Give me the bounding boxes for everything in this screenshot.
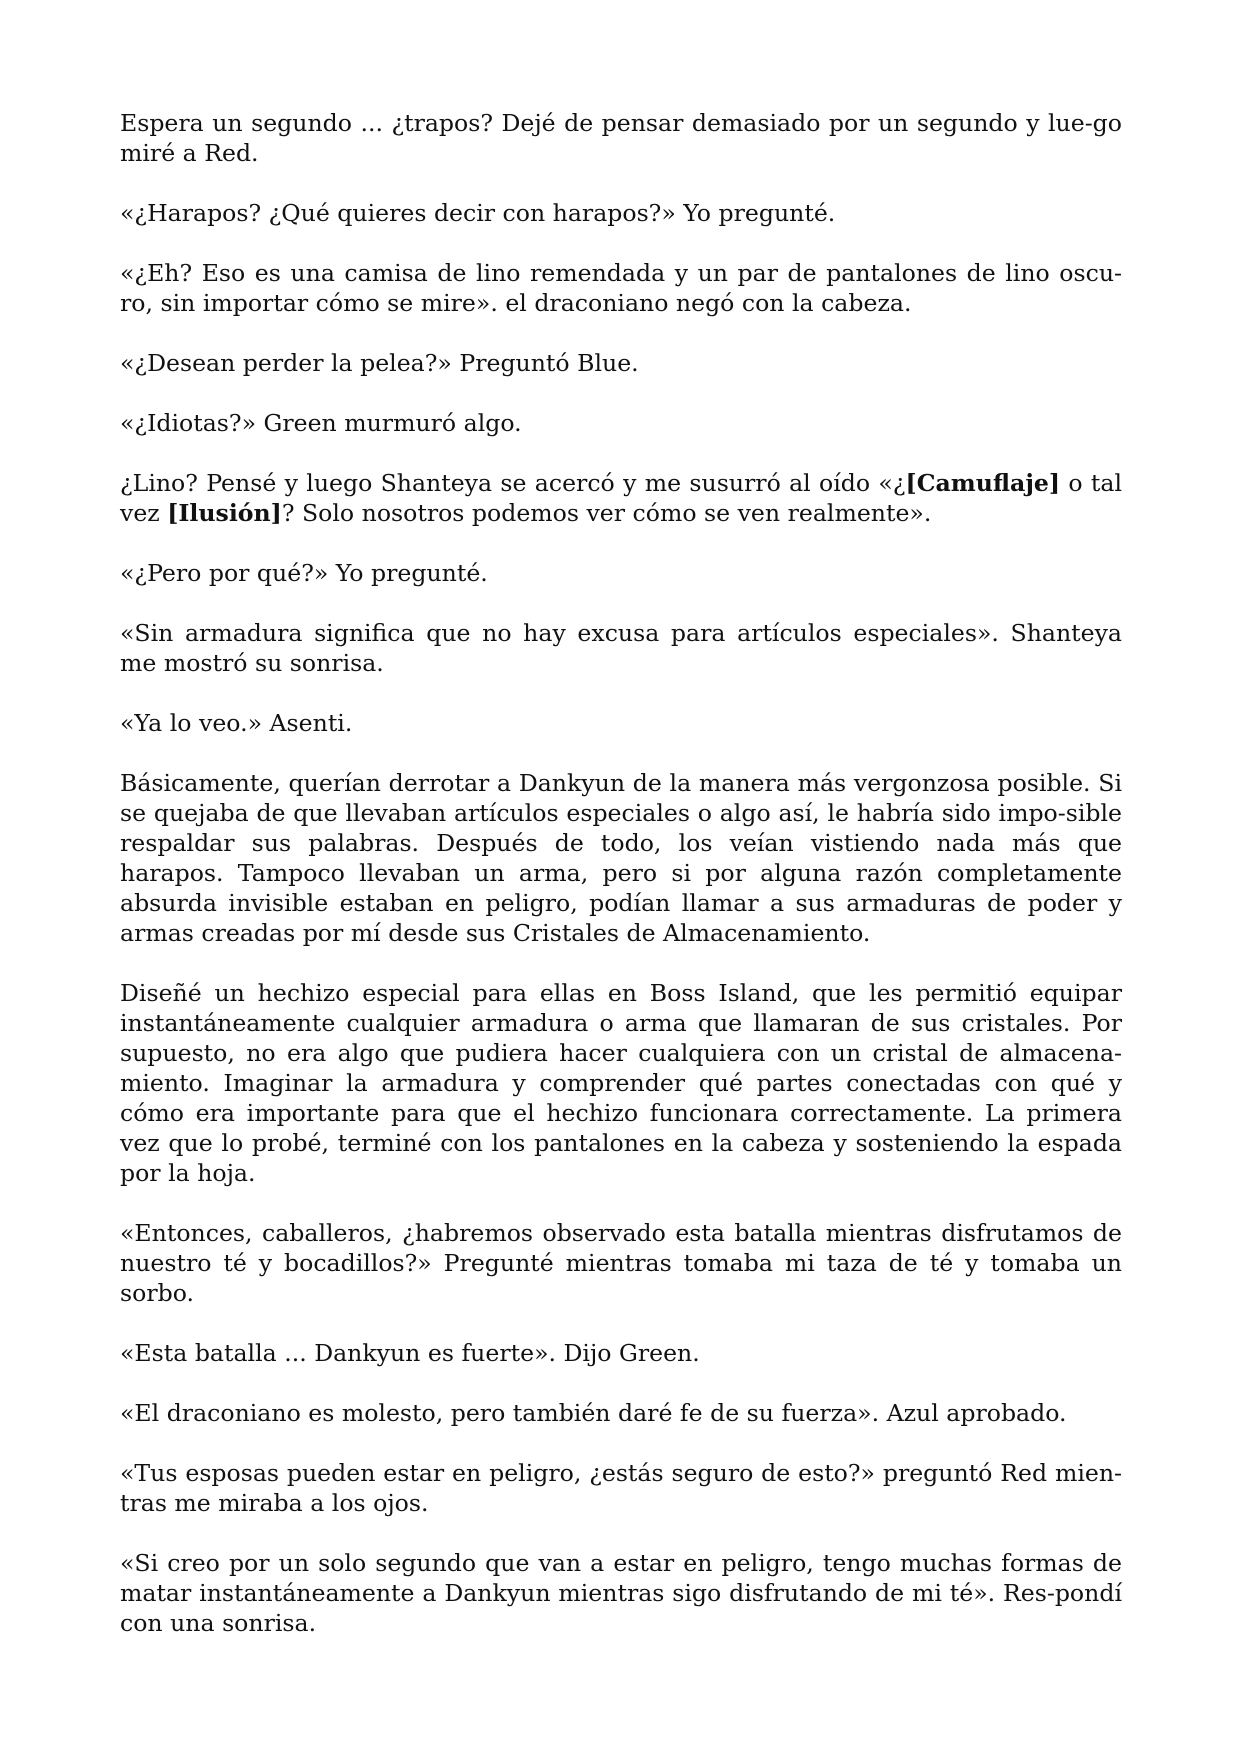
paragraph-6-text-a: ¿Lino? Pensé y luego Shanteya se acercó y me susurró al oído «¿ — [120, 469, 906, 497]
paragraph-6-text-b: o tal vez — [120, 469, 1122, 527]
paragraph-7: «¿Pero por qué?» Yo pregunté. — [120, 559, 488, 587]
paragraph-1: Espera un segundo ... ¿trapos? Dejé de pensar demasiado por un segundo y lue-go miré a Red. — [120, 109, 1122, 167]
ilusion-term: [Ilusión] — [167, 499, 282, 527]
paragraph-13: «Esta batalla ... Dankyun es fuerte». Dijo Green. — [120, 1339, 700, 1367]
paragraph-5: «¿Idiotas?» Green murmuró algo. — [120, 409, 522, 437]
paragraph-16: «Si creo por un solo segundo que van a estar en peligro, tengo muchas formas de matar instantáneamente a Dankyun mientras sigo disfrutando de mi té». Res-pondí con una sonrisa. — [120, 1549, 1122, 1637]
document-page — [120, 108, 1122, 1638]
paragraph-14: «El draconiano es molesto, pero también daré fe de su fuerza». Azul aprobado. — [120, 1399, 1067, 1427]
paragraph-6-text-c: ? Solo nosotros podemos ver cómo se ven realmente». — [281, 499, 932, 527]
paragraph-3: «¿Eh? Eso es una camisa de lino remendada y un par de pantalones de lino oscu-ro, sin importar cómo se mire». el draconiano negó con la cabeza. — [120, 259, 1122, 317]
paragraph-12: «Entonces, caballeros, ¿habremos observado esta batalla mientras disfrutamos de nuestro té y bocadillos?» Pregunté mientras tomaba mi taza de té y tomaba un sorbo. — [120, 1219, 1122, 1307]
paragraph-11: Diseñé un hechizo especial para ellas en Boss Island, que les permitió equipar instantáneamente cualquier armadura o arma que llamaran de sus cristales. Por supuesto, no era algo que pudiera hacer cualquiera con un cristal de almacena-miento. Imaginar la armadura y comprender qué partes conectadas con qué y cómo era importante para que el hechizo funcionara correctamente. La primera vez que lo probé, terminé con los pantalones en la cabeza y sosteniendo la espada por la hoja. — [120, 979, 1122, 1187]
camuflaje-term: [Camuflaje] — [905, 469, 1061, 497]
paragraph-15: «Tus esposas pueden estar en peligro, ¿estás seguro de esto?» preguntó Red mien-tras me miraba a los ojos. — [120, 1459, 1122, 1517]
paragraph-2: «¿Harapos? ¿Qué quieres decir con harapos?» Yo pregunté. — [120, 199, 836, 227]
paragraph-9: «Ya lo veo.» Asenti. — [120, 709, 353, 737]
paragraph-6 — [120, 468, 1122, 528]
paragraph-8: «Sin armadura significa que no hay excusa para artículos especiales». Shanteya me mostró su sonrisa. — [120, 619, 1122, 677]
paragraph-10: Básicamente, querían derrotar a Dankyun de la manera más vergonzosa posible. Si se quejaba de que llevaban artículos especiales o algo así, le habría sido impo-sible respaldar sus palabras. Después de todo, los veían vistiendo nada más que harapos. Tampoco llevaban un arma, pero si por alguna razón completamente absurda invisible estaban en peligro, podían llamar a sus armaduras de poder y armas creadas por mí desde sus Cristales de Almacenamiento. — [120, 769, 1122, 947]
paragraph-4: «¿Desean perder la pelea?» Preguntó Blue. — [120, 349, 639, 377]
